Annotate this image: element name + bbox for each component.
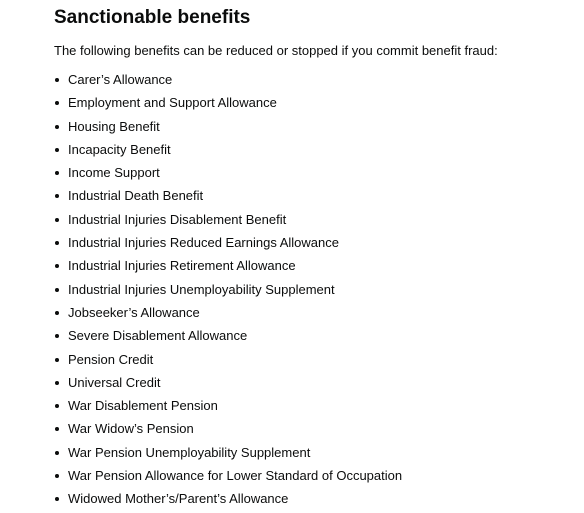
- bullet-icon: [55, 148, 59, 152]
- bullet-icon: [55, 311, 59, 315]
- benefits-list: [54, 72, 584, 507]
- benefit-name: Employment and Support Allowance: [68, 95, 277, 111]
- benefit-name: Industrial Injuries Disablement Benefit: [68, 211, 287, 227]
- bullet-icon: [55, 264, 59, 268]
- benefit-name: Housing Benefit: [68, 118, 160, 134]
- list-item: [54, 468, 584, 484]
- list-item: [54, 142, 584, 158]
- list-item: [54, 421, 584, 437]
- list-item: [54, 235, 584, 251]
- benefit-name: Incapacity Benefit: [68, 141, 171, 157]
- bullet-icon: [55, 451, 59, 455]
- list-item: [54, 119, 584, 135]
- benefit-name: War Disablement Pension: [68, 398, 218, 414]
- bullet-icon: [55, 404, 59, 408]
- benefit-name: Carer’s Allowance: [68, 72, 173, 87]
- list-item: [54, 445, 584, 461]
- bullet-icon: [55, 474, 59, 478]
- benefit-name: Pension Credit: [68, 351, 154, 367]
- bullet-icon: [55, 288, 59, 292]
- benefit-name: Widowed Mother’s/Parent’s Allowance: [68, 491, 289, 507]
- bullet-icon: [55, 497, 59, 501]
- list-item: [54, 95, 584, 111]
- bullet-icon: [55, 241, 59, 245]
- benefit-name: Severe Disablement Allowance: [68, 328, 248, 344]
- benefit-name: War Pension Unemployability Supplement: [68, 444, 311, 460]
- list-item: [54, 188, 584, 204]
- section-heading: Sanctionable benefits: [54, 7, 251, 28]
- benefit-name: Industrial Injuries Unemployability Supplement: [68, 281, 335, 297]
- list-item: [54, 165, 584, 181]
- list-item: [54, 328, 584, 344]
- list-item: [54, 282, 584, 298]
- list-item: [54, 398, 584, 414]
- list-item: [54, 305, 584, 321]
- list-item: [54, 258, 584, 274]
- bullet-icon: [55, 101, 59, 105]
- list-item: [54, 212, 584, 228]
- benefit-name: Jobseeker’s Allowance: [68, 304, 200, 320]
- bullet-icon: [55, 427, 59, 431]
- benefit-name: Universal Credit: [68, 374, 161, 390]
- benefit-name: Industrial Death Benefit: [68, 188, 204, 204]
- list-item: [54, 375, 584, 391]
- list-item: [54, 352, 584, 368]
- benefit-name: War Widow’s Pension: [68, 421, 194, 437]
- benefit-name: War Pension Allowance for Lower Standard of Occupation: [68, 468, 403, 484]
- bullet-icon: [55, 125, 59, 129]
- list-item: [54, 491, 584, 507]
- bullet-icon: [55, 171, 59, 175]
- bullet-icon: [55, 218, 59, 222]
- benefit-name: Income Support: [68, 165, 160, 181]
- bullet-icon: [55, 194, 59, 198]
- benefit-name: Industrial Injuries Retirement Allowance: [68, 258, 296, 274]
- bullet-icon: [55, 334, 59, 338]
- bullet-icon: [55, 381, 59, 385]
- benefit-name: Industrial Injuries Reduced Earnings Allowance: [68, 235, 339, 251]
- bullet-icon: [55, 78, 59, 82]
- bullet-icon: [55, 358, 59, 362]
- list-item: [54, 72, 584, 88]
- intro-text: The following benefits can be reduced or stopped if you commit benefit fraud:: [54, 43, 498, 58]
